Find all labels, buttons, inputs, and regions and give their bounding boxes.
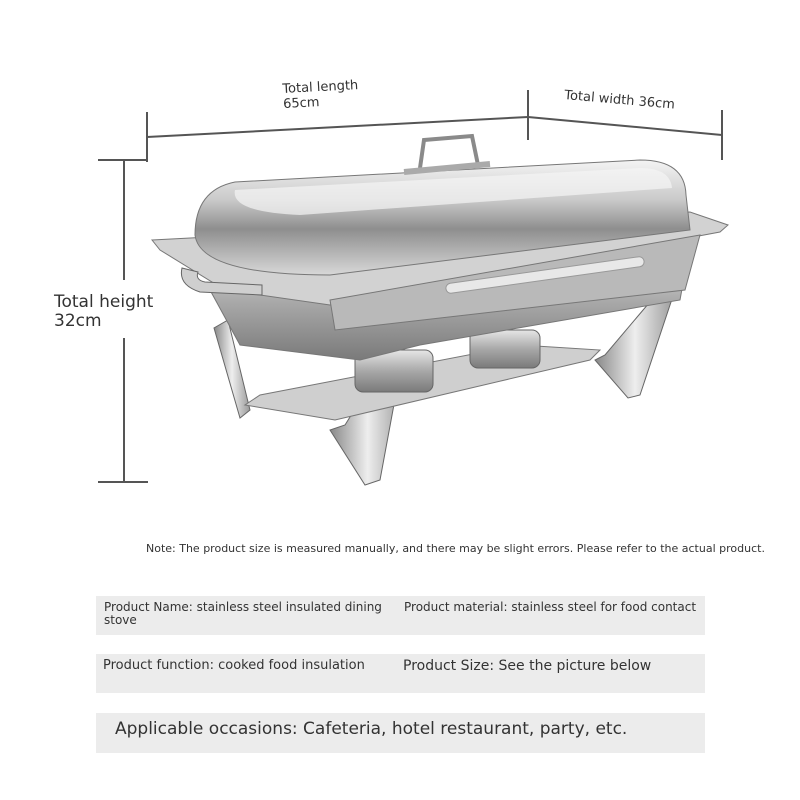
product-name: Product Name: stainless steel insulated dining stove [104, 600, 382, 627]
total-height-title: Total height [54, 292, 154, 312]
product-material: Product material: stainless steel for food contact [404, 600, 697, 614]
total-length-label [282, 78, 359, 112]
measurement-note: Note: The product size is measured manually, and there may be slight errors. Please refer to the actual product. [146, 542, 765, 555]
total-height-value: 32cm [54, 311, 102, 331]
spec-row-1 [96, 596, 705, 635]
spec-row-2 [96, 654, 705, 693]
total-length-title: Total length [282, 78, 359, 97]
total-length-value: 65cm [282, 95, 320, 112]
spec-row-3 [96, 713, 705, 753]
applicable-occasions: Applicable occasions: Cafeteria, hotel restaurant, party, etc. [115, 719, 628, 739]
product-function: Product function: cooked food insulation [103, 658, 365, 673]
total-width-label: Total width 36cm [563, 88, 676, 113]
total-height-label [54, 293, 153, 331]
product-size: Product Size: See the picture below [403, 658, 652, 674]
lid-handle [404, 136, 490, 172]
